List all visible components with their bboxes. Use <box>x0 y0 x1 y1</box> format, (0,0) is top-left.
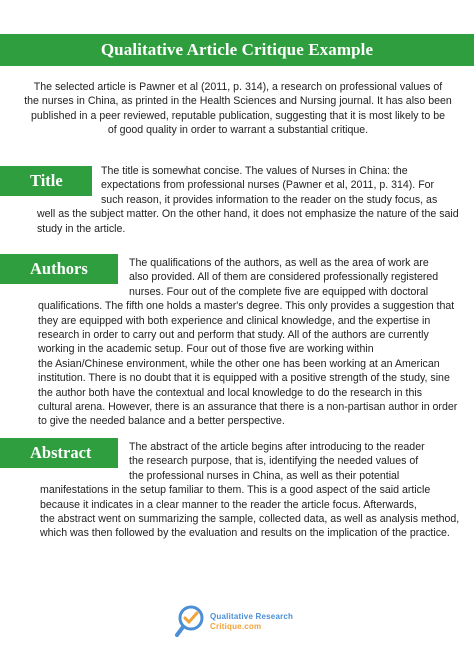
intro-paragraph <box>24 80 452 138</box>
body-line: The qualifications of the authors, as well as the area of work are <box>129 257 429 269</box>
body-line: nurses. Four out of the complete five are equipped with doctoral <box>129 285 429 298</box>
logo-line-1: Qualitative Research <box>210 612 294 621</box>
body-line: expectations from professional nurses (Pawner et al, 2011, p. 314). For <box>101 179 435 192</box>
body-line: The abstract of the article begins after introducing to the reader <box>129 441 425 453</box>
body-line: cultural arena. However, there is an assurance that there is a non-partisan author in order <box>38 401 458 414</box>
body-line: research in order to carry out and perform that study. All of the authors are currently <box>38 329 429 342</box>
body-line: because it indicates in a clear manner to the reader the article focus. Afterwards, <box>40 498 417 511</box>
body-line: the professional nurses in China, as well as their potential <box>129 469 400 482</box>
body-line: the author both have the contextual and local knowledge to do the research in this <box>38 386 422 399</box>
section-body <box>40 440 459 541</box>
magnifier-logo-icon <box>174 602 214 642</box>
body-line: such reason, it provides information to the reader on the study focus, as <box>101 193 438 206</box>
body-line: they are equipped with both experience and clinical knowledge, and the expertise in <box>38 314 431 327</box>
body-line: working in the academic setup. Four out of those five are working within <box>38 343 374 356</box>
body-line: manifestations in the setup familiar to them. This is a good aspect of the said article <box>40 484 431 497</box>
body-line: the abstract went on summarizing the sample, collected data, as well as analysis method, <box>40 513 460 526</box>
body-line: to give the needed balance and a better perspective. <box>38 415 285 428</box>
body-line: the research purpose, that is, identifying the needed values of <box>129 455 419 468</box>
section-label: Authors <box>30 259 88 278</box>
intro-line: published in a peer reviewed, reputable publication, suggesting that it is most likely to be <box>31 109 445 122</box>
logo-wordmark <box>210 612 293 632</box>
section-label: Abstract <box>30 443 92 462</box>
body-line: institution. There is no doubt that it is equipped with a positive strength of the study, sine <box>38 372 450 385</box>
body-line: which was then followed by the evaluation and results on the implication of the practice. <box>40 527 450 540</box>
body-line: The title is somewhat concise. The values of Nurses in China: the <box>101 165 408 177</box>
body-line: well as the subject matter. On the other hand, it does not emphasize the nature of the said <box>37 208 459 221</box>
body-line: study in the article. <box>37 222 126 235</box>
body-line: qualifications. The fifth one holds a master's degree. This only provides a suggestion that <box>38 300 455 313</box>
section-label: Title <box>30 171 63 190</box>
intro-line: of good quality in order to warrant a substantial critique. <box>107 124 369 137</box>
section-body <box>38 256 457 429</box>
intro-line: the nurses in China, as printed in the Health Sciences and Nursing journal. It has also been <box>24 95 452 108</box>
body-line: the Asian/Chinese environment, while the other one has been working at an American <box>38 357 440 370</box>
title-banner <box>0 34 474 66</box>
site-logo <box>176 604 308 640</box>
body-line: also provided. All of them are considered professionally registered <box>129 271 439 284</box>
intro-line: The selected article is Pawner et al (2011, p. 314), a research on professional values of <box>33 81 443 93</box>
page-title: Qualitative Article Critique Example <box>100 40 374 59</box>
logo-line-2: Critique.com <box>210 622 262 631</box>
section-body <box>37 164 459 236</box>
